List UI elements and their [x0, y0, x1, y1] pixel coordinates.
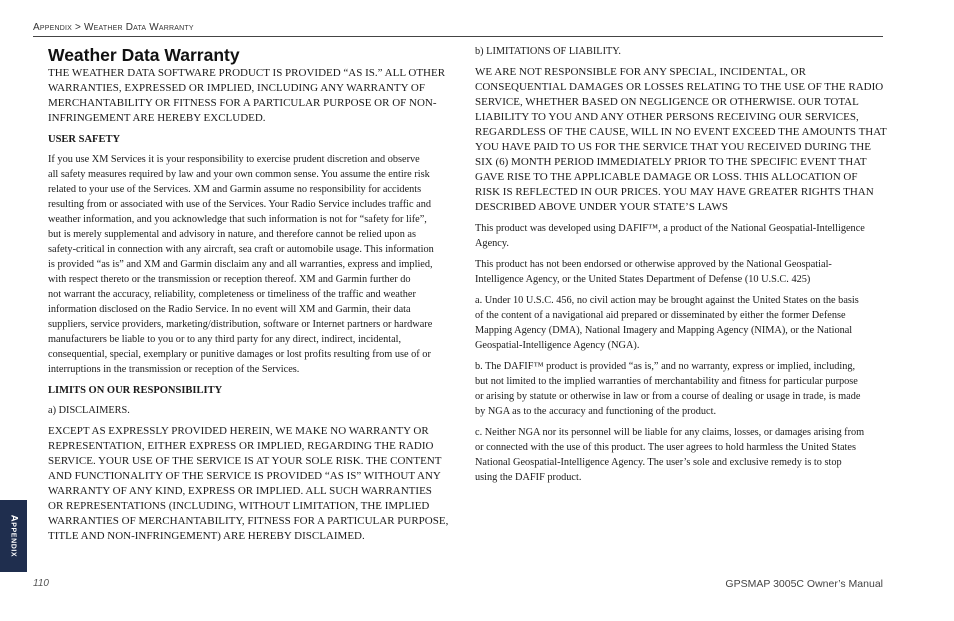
text-line: information disclosed on the Radio Service. In no event will XM and Garmin, their data — [48, 304, 411, 315]
paragraph-c — [475, 425, 883, 485]
text-line: YOU HAVE PAID TO US FOR THE SERVICE THAT YOU RECEIVED DURING THE — [475, 141, 871, 153]
text-line: b. The DAFIF™ product is provided “as is,” and no warranty, express or implied, including, — [475, 361, 856, 372]
text-line: related to your use of the Services. XM and Garmin assume no responsibility for accidents — [48, 184, 422, 195]
text-line: of the content of a navigational aid prepared or disseminated by either the former Defense — [475, 310, 846, 321]
text-line: but is merely supplemental and advisory in nature, and therefore cannot be relied upon as — [48, 229, 416, 240]
text-line: WARRANTY OF ANY KIND, EXPRESS OR IMPLIED. ALL SUCH WARRANTIES — [48, 485, 432, 497]
user-safety-heading: USER SAFETY — [48, 134, 121, 145]
text-line: Mapping Agency (DMA), National Imagery and Mapping Agency (NIMA), or the National — [475, 325, 853, 336]
limitations-label: b) LIMITATIONS OF LIABILITY. — [475, 46, 621, 57]
text-line: WARRANTIES, EXPRESSED OR IMPLIED, INCLUDING ANY WARRANTY OF — [48, 82, 425, 94]
text-line: Intelligence Agency, or the United States Department of Defense (10 U.S.C. 425) — [475, 274, 811, 285]
text-line: SIX (6) MONTH PERIOD IMMEDIATELY PRIOR TO THE SPECIFIC EVENT THAT — [475, 156, 867, 168]
text-line: safety-critical in connection with any aircraft, sea craft or automobile usage. This information — [48, 244, 434, 255]
text-line: is provided “as is” and XM and Garmin disclaim any and all warranties, express and implied, — [48, 259, 433, 270]
text-line: consequential, special, exemplary or punitive damages or lost profits resulting from use of or — [48, 349, 431, 360]
limitations-paragraph — [475, 65, 887, 215]
appendix-side-tab — [0, 500, 27, 572]
right-column — [475, 44, 887, 485]
text-line: or connected with the use of this product. The user agrees to hold harmless the United States — [475, 442, 856, 453]
text-line: by NGA as to the accuracy and functioning of the product. — [475, 406, 717, 417]
text-line: weather information, and you acknowledge that such information is not for “safety for life”, — [48, 214, 427, 225]
text-line: TITLE AND NON-INFRINGEMENT) ARE HEREBY DISCLAIMED. — [48, 530, 365, 542]
breadcrumb: Appendix > Weather Data Warranty — [33, 22, 194, 33]
text-line: OR REPRESENTATIONS (INCLUDING, WITHOUT LIMITATION, THE IMPLIED — [48, 500, 430, 512]
text-line: Agency. — [475, 238, 509, 249]
text-line: manufacturers be liable to you or to any third party for any direct, indirect, incidental, — [48, 334, 402, 345]
text-line: WARRANTIES OF MERCHANTABILITY, FITNESS FOR A PARTICULAR PURPOSE, — [48, 515, 449, 527]
text-line: LIABILITY TO YOU AND ANY OTHER PERSONS RECEIVING OUR SERVICES, — [475, 111, 859, 123]
text-line: EXCEPT AS EXPRESSLY PROVIDED HEREIN, WE MAKE NO WARRANTY OR — [48, 425, 429, 437]
text-line: DESCRIBED ABOVE UNDER YOUR STATE’S LAWS — [475, 201, 728, 213]
text-line: REGARDLESS OF THE CAUSE, WILL IN NO EVENT EXCEED THE AMOUNTS THAT — [475, 126, 887, 138]
text-line: THE WEATHER DATA SOFTWARE PRODUCT IS PROVIDED “AS IS.” ALL OTHER — [48, 67, 446, 79]
text-line: AND FUNCTIONALITY OF THE SERVICE IS PROVIDED “AS IS” WITHOUT ANY — [48, 470, 441, 482]
not-endorsed-paragraph — [475, 257, 883, 287]
text-line: suppliers, service providers, marketing/distribution, software or Internet partners or hardware — [48, 319, 433, 330]
dafif-development-paragraph — [475, 221, 883, 251]
page-title: Weather Data Warranty — [48, 45, 240, 65]
text-line: GAVE RISE TO THE APPLICABLE DAMAGE OR LOSS. THIS ALLOCATION OF — [475, 171, 858, 183]
paragraph-b — [475, 359, 883, 419]
text-line: with respect thereto or the transmission or reception thereof. XM and Garmin further do — [48, 274, 411, 285]
text-line: using the DAFIF product. — [475, 472, 582, 483]
text-line: INFRINGEMENT ARE HEREBY EXCLUDED. — [48, 112, 266, 124]
text-line: all safety measures required by law and your own common sense. You assume the entire risk — [48, 169, 430, 180]
text-line: resulting from or associated with use of the Services. Your Radio Service includes traffic and — [48, 199, 431, 210]
header-rule — [33, 36, 883, 37]
text-line: but not limited to the implied warranties of merchantability and fitness for particular purpose — [475, 376, 858, 387]
left-column — [48, 44, 453, 544]
text-line: RISK IS REFLECTED IN OUR PRICES. YOU MAY HAVE GREATER RIGHTS THAN — [475, 186, 874, 198]
text-line: If you use XM Services it is your responsibility to exercise prudent discretion and observe — [48, 154, 420, 165]
disclaimers-paragraph — [48, 424, 453, 544]
text-line: or arising by statute or otherwise in law or from a course of dealing or usage in trade, is made — [475, 391, 861, 402]
user-safety-paragraph — [48, 152, 453, 377]
text-line: WE ARE NOT RESPONSIBLE FOR ANY SPECIAL, INCIDENTAL, OR — [475, 66, 806, 78]
intro-paragraph — [48, 66, 453, 126]
text-line: REPRESENTATION, EITHER EXPRESS OR IMPLIED, REGARDING THE RADIO — [48, 440, 434, 452]
text-line: not warrant the accuracy, reliability, completeness or timeliness of the traffic and weather — [48, 289, 416, 300]
disclaimers-label: a) DISCLAIMERS. — [48, 405, 130, 416]
text-line: This product has not been endorsed or otherwise approved by the National Geospatial- — [475, 259, 832, 270]
text-line: National Geospatial-Intelligence Agency. The user’s sole and exclusive remedy is to stop — [475, 457, 842, 468]
text-line: SERVICE. YOUR USE OF THE SERVICE IS AT YOUR SOLE RISK. THE CONTENT — [48, 455, 442, 467]
text-line: This product was developed using DAFIF™, a product of the National Geospatial-Intelligence — [475, 223, 865, 234]
text-line: SERVICE, WHETHER BASED ON NEGLIGENCE OR OTHERWISE. OUR TOTAL — [475, 96, 859, 108]
manual-title: GPSMAP 3005C Owner’s Manual — [725, 578, 883, 590]
text-line: a. Under 10 U.S.C. 456, no civil action may be brought against the United States on the basis — [475, 295, 859, 306]
page-number: 110 — [33, 578, 49, 589]
side-tab-label: Appendix — [8, 514, 19, 558]
paragraph-a — [475, 293, 883, 353]
text-line: c. Neither NGA nor its personnel will be liable for any claims, losses, or damages arising from — [475, 427, 865, 438]
limits-heading: LIMITS ON OUR RESPONSIBILITY — [48, 385, 223, 396]
text-line: Geospatial-Intelligence Agency (NGA). — [475, 340, 640, 351]
text-line: interruptions in the transmission or reception of the Services. — [48, 364, 300, 375]
text-line: CONSEQUENTIAL DAMAGES OR LOSSES RELATING TO THE USE OF THE RADIO — [475, 81, 884, 93]
text-line: MERCHANTABILITY OR FITNESS FOR A PARTICULAR PURPOSE OR OF NON- — [48, 97, 437, 109]
